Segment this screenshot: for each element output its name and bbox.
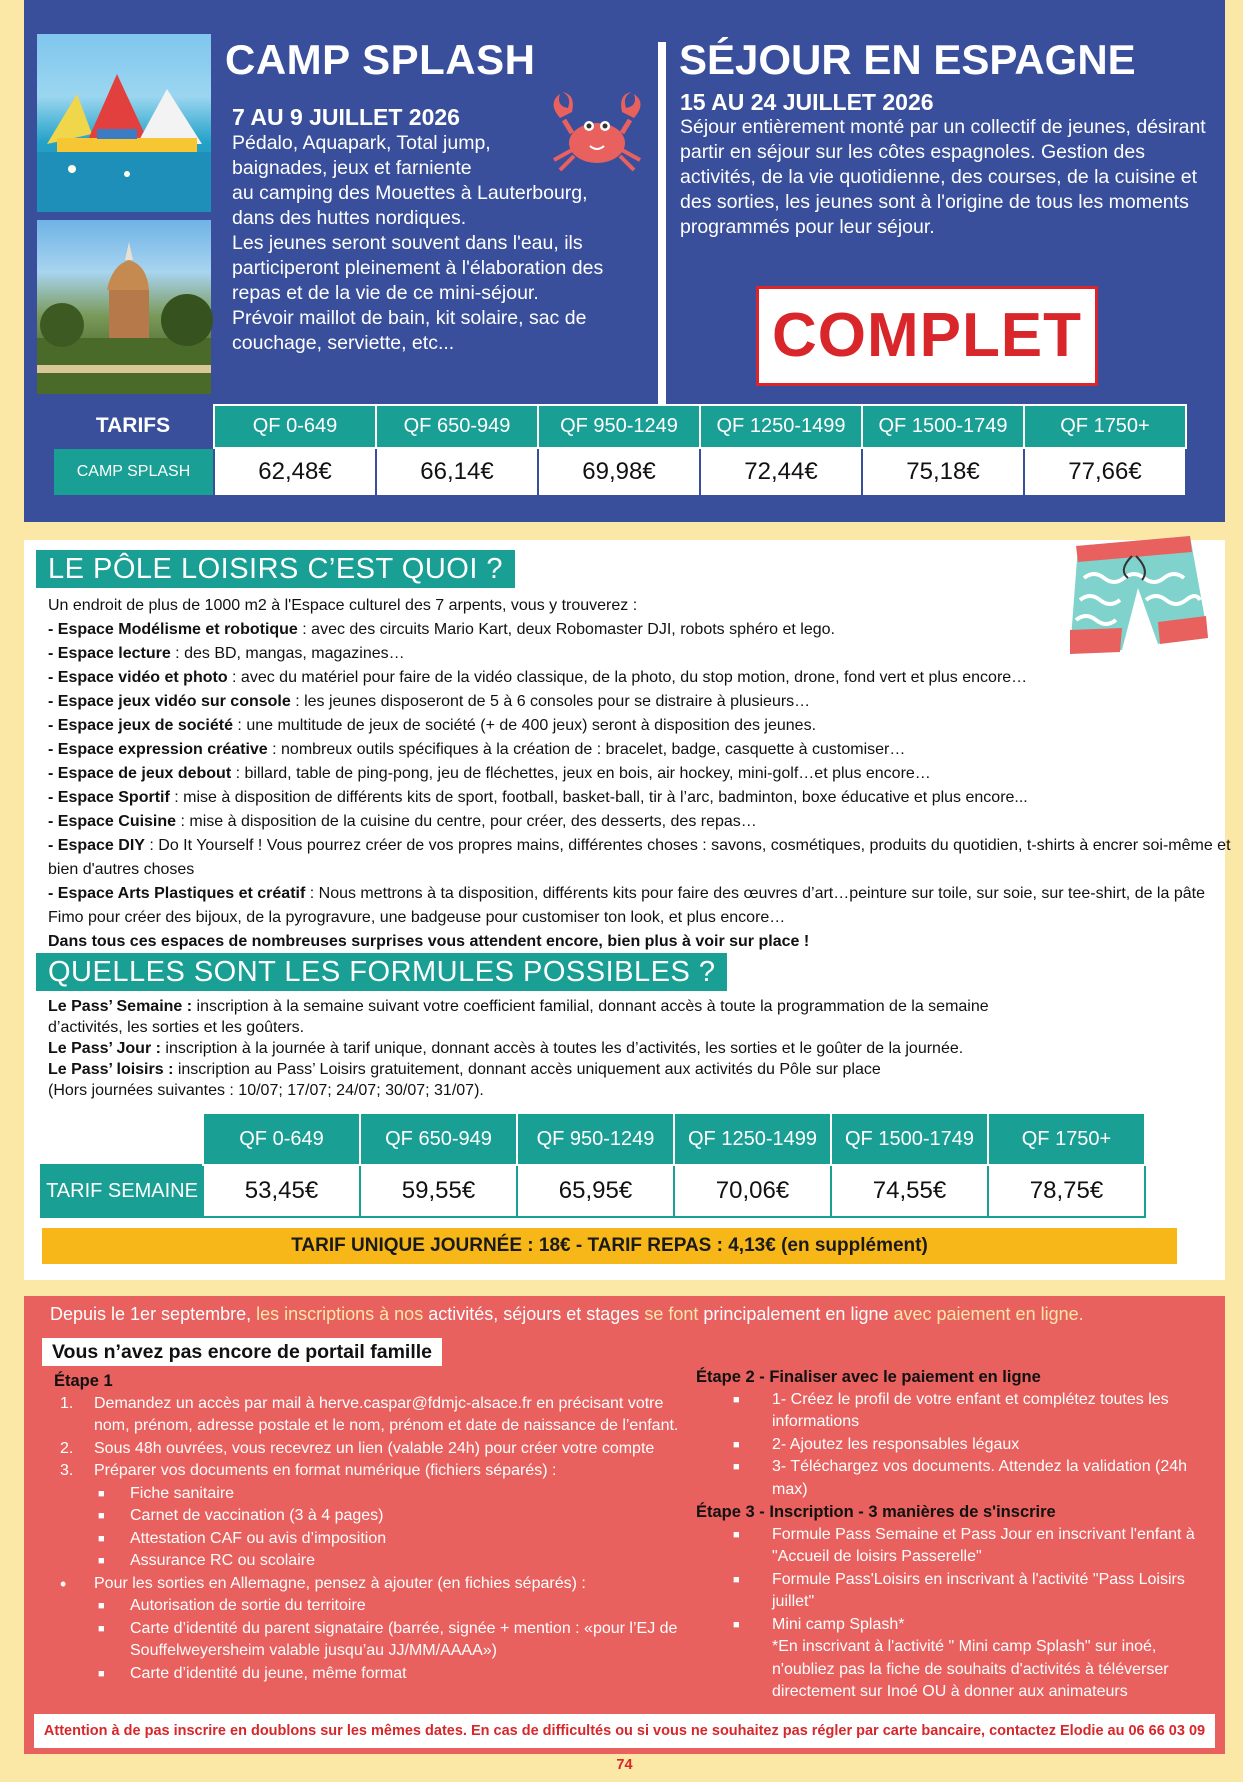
- sejour-title: SÉJOUR EN ESPAGNE: [679, 36, 1136, 83]
- list-item: - Espace Arts Plastiques et créatif : Nous mettrons à ta disposition, différents kits pour faire des œuvres d’art…peinture sur toile, sur soie, sur tee-shirt, de la pâte Fimo pour créer des bijoux, de la pyrogravure, une badgeuse pour customiser ton look, et plus encore…: [48, 885, 1205, 926]
- list-item: - Espace de jeux debout : billard, table de ping-pong, jeu de fléchettes, jeux en bois, air hockey, mini-golf…et plus encore…: [48, 765, 931, 782]
- price-cell: 72,44€: [700, 448, 862, 496]
- vertical-divider: [658, 42, 666, 404]
- pass-semaine: Le Pass’ Semaine : inscription à la semaine suivant votre coefficient familial, donnant accès à toute la programmation de la semaine d’activités, les sorties et les goûters.: [48, 998, 989, 1036]
- spain-photo: [37, 220, 211, 394]
- price-cell: 78,75€: [988, 1165, 1145, 1217]
- list-item: • Pour les sorties en Allemagne, pensez à ajouter (en fichies séparés) :: [60, 1573, 586, 1594]
- etape1-column: [54, 1370, 694, 1685]
- list-item: - Espace jeux de société : une multitude de jeux de société (+ de 400 jeux) seront à disposition des jeunes.: [48, 717, 817, 734]
- price-cell: 62,48€: [214, 448, 376, 496]
- list-item: ■ Carte d’identité du parent signataire (barrée, signée + mention : «pour l’EJ de Souffelweyersheim valable jusqu’au JJ/MM/AAAA»): [98, 1619, 678, 1659]
- formules-note: (Hors journées suivantes : 10/07; 17/07; 24/07; 30/07; 31/07).: [48, 1082, 484, 1099]
- bottom-panel: [24, 1296, 1225, 1773]
- pass-jour: Le Pass’ Jour : inscription à la journée à tarif unique, donnant accès à toutes les d’activités, les sorties et le goûter de la journée.: [48, 1040, 964, 1057]
- etape1-title: Étape 1: [54, 1372, 113, 1390]
- list-item: ■ Formule Pass Semaine et Pass Jour en inscrivant l'enfant à "Accueil de loisirs Passerelle": [733, 1525, 1195, 1565]
- list-item: ■ 1- Créez le profil de votre enfant et complétez toutes les informations: [733, 1390, 1169, 1430]
- row-label: CAMP SPLASH: [53, 448, 214, 496]
- list-item: ■ 2- Ajoutez les responsables légaux: [733, 1435, 1020, 1453]
- etape3-note: *En inscrivant à l'activité " Mini camp Splash" sur inoé, n'oubliez pas la fiche de souhaits d'activités à téléverser directement sur Inoé OU à donner aux animateurs: [772, 1638, 1169, 1700]
- col-header: QF 950-1249: [517, 1113, 674, 1165]
- col-header: QF 0-649: [203, 1113, 360, 1165]
- price-cell: 77,66€: [1024, 448, 1186, 496]
- formules-title: QUELLES SONT LES FORMULES POSSIBLES ?: [36, 953, 727, 991]
- pole-intro: Un endroit de plus de 1000 m2 à l'Espace culturel des 7 arpents, vous y trouverez :: [48, 597, 638, 614]
- price-cell: 75,18€: [862, 448, 1024, 496]
- price-cell: 53,45€: [203, 1165, 360, 1217]
- inscription-intro: Depuis le 1er septembre, les inscriptions à nos activités, séjours et stages se font principalement en ligne avec paiement en ligne.: [50, 1304, 1084, 1324]
- list-item: - Espace expression créative : nombreux outils spécifiques à la création de : bracelet, badge, casquette à customiser…: [48, 741, 906, 758]
- warning-banner: Attention à de pas inscrire en doublons sur les mêmes dates. En cas de difficultés ou si vous ne souhaitez pas régler par carte bancaire, contactez Elodie au 06 66 03 09 74: [34, 1714, 1215, 1748]
- middle-panel: [24, 540, 1231, 1280]
- col-header: QF 1750+: [1024, 405, 1186, 448]
- pole-title: LE PÔLE LOISIRS C’EST QUOI ?: [36, 550, 515, 588]
- top-panel: [24, 0, 1225, 522]
- camp-tarifs-table: [52, 404, 1187, 497]
- tarifs-heading: TARIFS: [95, 414, 171, 437]
- aquapark-photo: [37, 34, 211, 212]
- complet-badge: COMPLET: [756, 286, 1098, 386]
- portail-heading: Vous n’avez pas encore de portail famille: [42, 1338, 442, 1366]
- price-cell: 66,14€: [376, 448, 538, 496]
- list-item: - Espace DIY : Do It Yourself ! Vous pourrez créer de vos propres mains, différentes choses : savons, cosmétiques, produits du quotidien, t-shirts à encrer soi-même et bien d'autres choses: [48, 837, 1231, 878]
- sejour-dates: 15 AU 24 JUILLET 2026: [680, 89, 934, 115]
- price-cell: 69,98€: [538, 448, 700, 496]
- etape23-column: [696, 1366, 1216, 1704]
- list-item: ■ Autorisation de sortie du territoire: [98, 1597, 366, 1614]
- col-header: QF 1500-1749: [862, 405, 1024, 448]
- pass-loisirs: Le Pass’ loisirs : inscription au Pass’ Loisirs gratuitement, donnant accès uniquement aux activités du Pôle sur place: [48, 1061, 881, 1078]
- camp-dates: 7 AU 9 JUILLET 2026: [232, 104, 460, 130]
- list-item: - Espace jeux vidéo sur console : les jeunes disposeront de 5 à 6 consoles pour se distraire à plusieurs…: [48, 693, 811, 710]
- list-item: ■ Fiche sanitaire: [98, 1484, 235, 1502]
- pole-closing: Dans tous ces espaces de nombreuses surprises vous attendent encore, bien plus à voir sur place !: [48, 933, 810, 950]
- col-header: QF 1250-1499: [674, 1113, 831, 1165]
- list-item: ■ 3- Téléchargez vos documents. Attendez la validation (24h max): [733, 1458, 1188, 1498]
- camp-description: Pédalo, Aquapark, Total jump, baignades, jeux et farniente au camping des Mouettes à Lauterbourg, dans des huttes nordiques. Les jeunes seront souvent dans l'eau, ils participeront pleinement à l'élaboration des repas et de la vie de ce mini-séjour. Prévoir maillot de bain, kit solaire, sac de couchage, serviette, etc...: [232, 132, 604, 354]
- list-item: ■ Carnet de vaccination (3 à 4 pages): [98, 1507, 384, 1524]
- list-item: - Espace Modélisme et robotique : avec des circuits Mario Kart, deux Robomaster DJI, robots sphéro et lego.: [48, 621, 835, 638]
- col-header: QF 650-949: [376, 405, 538, 448]
- list-item: - Espace Sportif : mise à disposition de différents kits de sport, football, basket-ball, tir à l’arc, badminton, boxe éducative et plus encore...: [48, 789, 1028, 806]
- list-item: - Espace Cuisine : mise à disposition de la cuisine du centre, pour créer, des desserts, des repas…: [48, 813, 757, 830]
- pole-description: [48, 594, 1243, 954]
- col-header: QF 0-649: [214, 405, 376, 448]
- col-header: QF 1750+: [988, 1113, 1145, 1165]
- empty-cell: [41, 1113, 203, 1165]
- col-header: QF 650-949: [360, 1113, 517, 1165]
- list-item: 2. Sous 48h ouvrées, vous recevrez un lien (valable 24h) pour créer votre compte: [60, 1439, 655, 1457]
- list-item: ■ Assurance RC ou scolaire: [98, 1552, 315, 1569]
- price-cell: 70,06€: [674, 1165, 831, 1217]
- sejour-description: Séjour entièrement monté par un collectif de jeunes, désirant partir en séjour sur les côtes espagnoles. Gestion des activités, de la vie quotidienne, des courses, de la cuisine et des sorties, les jeunes sont à l'origine de tous les moments programmés pour leur séjour.: [680, 116, 1206, 238]
- list-item: ■ Formule Pass'Loisirs en inscrivant à l'activité "Pass Loisirs juillet": [733, 1570, 1185, 1610]
- list-item: 3. Préparer vos documents en format numérique (fichiers séparés) :: [60, 1462, 557, 1479]
- crab-icon: [542, 88, 652, 178]
- price-cell: 59,55€: [360, 1165, 517, 1217]
- list-item: ■ Attestation CAF ou avis d’imposition: [98, 1529, 387, 1547]
- list-item: - Espace vidéo et photo : avec du matériel pour faire de la vidéo classique, de la photo, du stop motion, drone, fond vert et plus encore…: [48, 669, 1028, 686]
- list-item: ■ Mini camp Splash*: [733, 1615, 905, 1633]
- col-header: QF 1500-1749: [831, 1113, 988, 1165]
- price-cell: 65,95€: [517, 1165, 674, 1217]
- col-header: QF 950-1249: [538, 405, 700, 448]
- tarif-unique-banner: TARIF UNIQUE JOURNÉE : 18€ - TARIF REPAS : 4,13€ (en supplément): [42, 1228, 1177, 1264]
- row-label: TARIF SEMAINE: [41, 1165, 203, 1217]
- list-item: - Espace lecture : des BD, mangas, magazines…: [48, 645, 405, 662]
- col-header: QF 1250-1499: [700, 405, 862, 448]
- etape2-title: Étape 2 - Finaliser avec le paiement en ligne: [696, 1368, 1041, 1386]
- list-item: ■ Carte d’identité du jeune, même format: [98, 1664, 407, 1682]
- semaine-tarifs-table: [40, 1112, 1146, 1218]
- formules-description: [48, 996, 1048, 1101]
- list-item: 1. Demandez un accès par mail à herve.caspar@fdmjc-alsace.fr en précisant votre nom, prénom, adresse postale et le nom, prénom et date de naissance de l’enfant.: [60, 1394, 679, 1434]
- price-cell: 74,55€: [831, 1165, 988, 1217]
- camp-title: CAMP SPLASH: [225, 36, 536, 83]
- etape3-title: Étape 3 - Inscription - 3 manières de s'inscrire: [696, 1503, 1056, 1521]
